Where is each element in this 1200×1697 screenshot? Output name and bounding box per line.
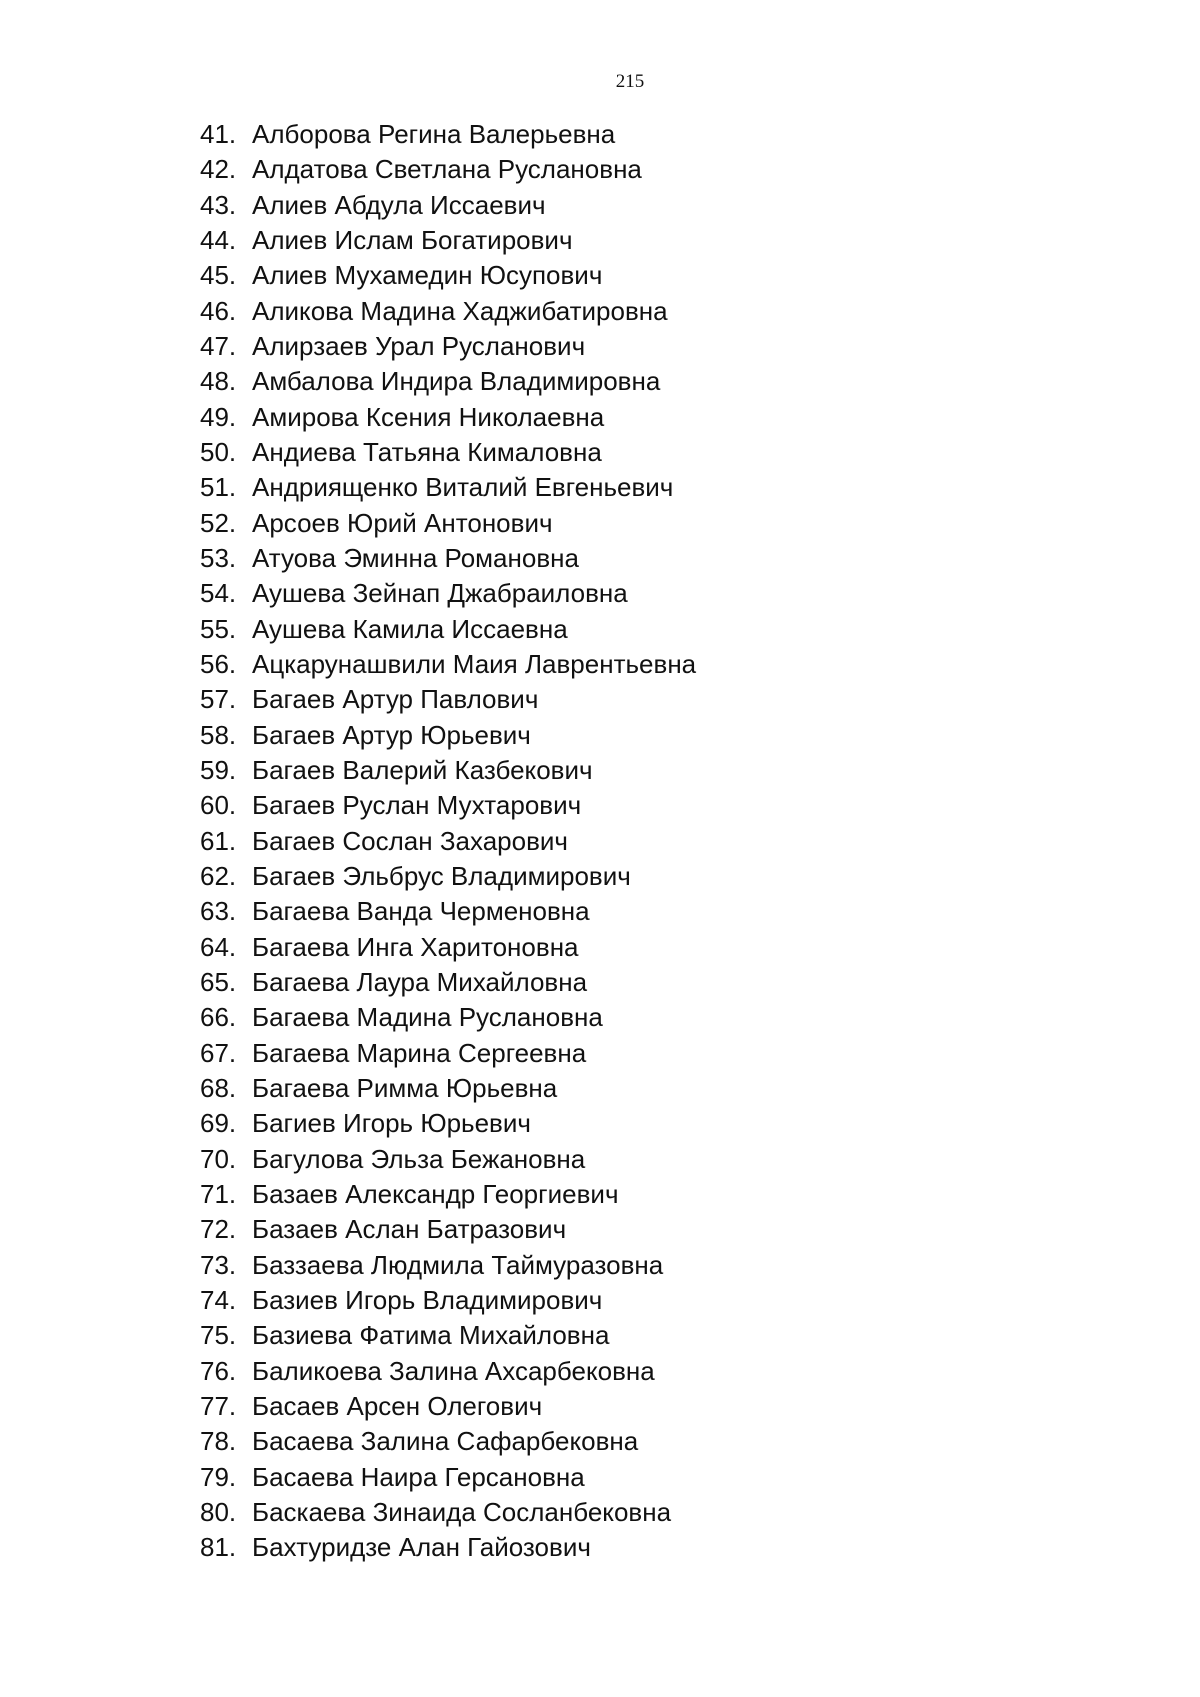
item-name: Андиева Татьяна Кималовна <box>252 437 602 468</box>
list-item <box>200 682 696 717</box>
item-name: Багаев Валерий Казбекович <box>252 755 593 786</box>
item-number: 45. <box>200 260 237 291</box>
item-name: Багаева Ванда Черменовна <box>252 896 590 927</box>
item-number: 59. <box>200 755 237 786</box>
item-name: Алборова Регина Валерьевна <box>252 119 616 150</box>
list-item <box>200 647 696 682</box>
item-name: Багаев Артур Юрьевич <box>252 719 531 750</box>
list-item <box>200 718 696 753</box>
list-item <box>200 506 696 541</box>
list-item <box>200 859 696 894</box>
item-number: 56. <box>200 649 237 680</box>
item-name: Арсоев Юрий Антонович <box>252 507 553 538</box>
list-item <box>200 1353 696 1388</box>
list-item <box>200 753 696 788</box>
list-item <box>200 329 696 364</box>
list-item <box>200 576 696 611</box>
list-item <box>200 400 696 435</box>
list-item <box>200 1389 696 1424</box>
item-name: Аушева Камила Иссаевна <box>252 613 568 644</box>
item-name: Алдатова Светлана Руслановна <box>252 154 642 185</box>
item-name: Басаева Наира Герсановна <box>252 1461 585 1492</box>
list-item <box>200 1283 696 1318</box>
list-item <box>200 1318 696 1353</box>
item-name: Алирзаев Урал Русланович <box>252 331 586 362</box>
item-number: 49. <box>200 401 237 432</box>
item-name: Амбалова Индира Владимировна <box>252 366 661 397</box>
item-name: Багиев Игорь Юрьевич <box>252 1108 531 1139</box>
item-number: 67. <box>200 1037 237 1068</box>
list-item <box>200 1495 696 1530</box>
item-name: Багаева Мадина Руслановна <box>252 1002 603 1033</box>
item-number: 73. <box>200 1249 237 1280</box>
item-name: Амирова Ксения Николаевна <box>252 401 605 432</box>
list-item <box>200 1424 696 1459</box>
item-number: 64. <box>200 931 237 962</box>
item-number: 76. <box>200 1355 237 1386</box>
list-item <box>200 1106 696 1141</box>
list-item <box>200 1071 696 1106</box>
list-item <box>200 435 696 470</box>
item-number: 48. <box>200 366 237 397</box>
item-number: 62. <box>200 861 237 892</box>
item-name: Андриященко Виталий Евгеньевич <box>252 472 674 503</box>
item-name: Багаева Марина Сергеевна <box>252 1037 587 1068</box>
item-number: 78. <box>200 1426 237 1457</box>
item-name: Багаев Артур Павлович <box>252 684 539 715</box>
list-item <box>200 223 696 258</box>
item-name: Базиев Игорь Владимирович <box>252 1284 603 1315</box>
list-item <box>200 788 696 823</box>
item-number: 80. <box>200 1496 237 1527</box>
list-item <box>200 965 696 1000</box>
item-number: 57. <box>200 684 237 715</box>
item-name: Базаев Аслан Батразович <box>252 1214 567 1245</box>
item-number: 52. <box>200 507 237 538</box>
item-name: Алиев Мухамедин Юсупович <box>252 260 603 291</box>
list-item <box>200 117 696 152</box>
list-item <box>200 470 696 505</box>
item-number: 65. <box>200 967 237 998</box>
item-name: Багаев Руслан Мухтарович <box>252 790 582 821</box>
item-name: Бахтуридзе Алан Гайозович <box>252 1532 591 1563</box>
item-name: Багаев Сослан Захарович <box>252 825 568 856</box>
item-name: Басаева Залина Сафарбековна <box>252 1426 639 1457</box>
list-item <box>200 1248 696 1283</box>
item-name: Алиев Абдула Иссаевич <box>252 189 546 220</box>
item-number: 58. <box>200 719 237 750</box>
item-number: 74. <box>200 1284 237 1315</box>
list-item <box>200 1142 696 1177</box>
list-item <box>200 1000 696 1035</box>
item-number: 50. <box>200 437 237 468</box>
list-item <box>200 824 696 859</box>
item-number: 53. <box>200 543 237 574</box>
item-number: 79. <box>200 1461 237 1492</box>
item-number: 43. <box>200 189 237 220</box>
item-number: 51. <box>200 472 237 503</box>
list-item <box>200 541 696 576</box>
item-number: 41. <box>200 119 237 150</box>
item-number: 71. <box>200 1179 237 1209</box>
list-item <box>200 1530 696 1565</box>
item-number: 42. <box>200 154 237 185</box>
item-number: 61. <box>200 825 237 856</box>
item-number: 70. <box>200 1143 237 1174</box>
list-item <box>200 1177 696 1212</box>
item-name: Багулова Эльза Бежановна <box>252 1143 586 1174</box>
item-number: 44. <box>200 225 237 256</box>
item-number: 46. <box>200 295 237 326</box>
item-name: Базаев Александр Георгиевич <box>252 1179 619 1209</box>
item-number: 60. <box>200 790 237 821</box>
list-item <box>200 294 696 329</box>
list-item <box>200 612 696 647</box>
item-name: Багаева Лаура Михайловна <box>252 967 588 998</box>
list-item <box>200 1459 696 1494</box>
item-number: 63. <box>200 896 237 927</box>
list-item <box>200 188 696 223</box>
item-number: 47. <box>200 331 237 362</box>
item-name: Баскаева Зинаида Сосланбековна <box>252 1496 672 1527</box>
item-number: 81. <box>200 1532 237 1563</box>
item-name: Алиев Ислам Богатирович <box>252 225 573 256</box>
item-name: Багаева Инга Харитоновна <box>252 931 579 962</box>
name-list <box>200 117 696 1565</box>
item-number: 69. <box>200 1108 237 1139</box>
item-name: Басаев Арсен Олегович <box>252 1390 543 1421</box>
item-name: Баликоева Залина Ахсарбековна <box>252 1355 655 1386</box>
item-number: 55. <box>200 613 237 644</box>
item-name: Баззаева Людмила Таймуразовна <box>252 1249 664 1280</box>
item-name: Атуова Эминна Романовна <box>252 543 579 574</box>
item-number: 75. <box>200 1320 237 1351</box>
list-item <box>200 152 696 187</box>
item-name: Базиева Фатима Михайловна <box>252 1320 610 1351</box>
item-name: Ацкарунашвили Маия Лаврентьевна <box>252 649 697 680</box>
list-item <box>200 364 696 399</box>
list-item <box>200 1212 696 1247</box>
item-number: 68. <box>200 1073 237 1104</box>
item-number: 54. <box>200 578 237 609</box>
item-name: Багаев Эльбрус Владимирович <box>252 861 631 892</box>
list-item <box>200 894 696 929</box>
item-number: 66. <box>200 1002 237 1033</box>
page-number: 215 <box>615 71 645 92</box>
item-name: Аликова Мадина Хаджибатировна <box>252 295 668 326</box>
item-number: 72. <box>200 1214 237 1245</box>
list-item <box>200 930 696 965</box>
item-name: Багаева Римма Юрьевна <box>252 1073 558 1104</box>
list-item <box>200 258 696 293</box>
item-name: Аушева Зейнап Джабраиловна <box>252 578 628 609</box>
list-item <box>200 1036 696 1071</box>
item-number: 77. <box>200 1390 237 1421</box>
